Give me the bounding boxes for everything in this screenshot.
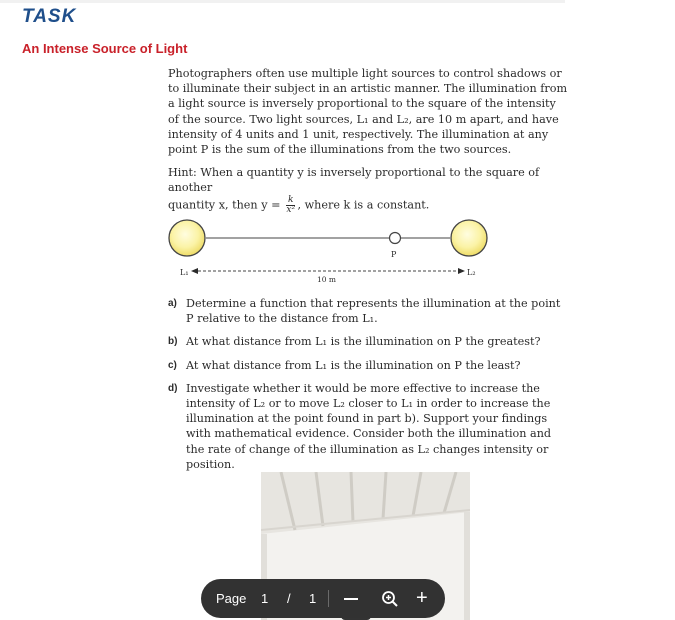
label-l2: L₂ — [467, 268, 476, 277]
bulb-l1 — [169, 220, 205, 256]
label-l1: L₁ — [180, 268, 189, 277]
bulb-l2 — [451, 220, 487, 256]
question-text: At what distance from L₁ is the illumination on P the greatest? — [186, 335, 541, 349]
question-label: b) — [168, 336, 178, 348]
toolbar-divider — [328, 590, 329, 607]
pdf-page-toolbar — [201, 579, 445, 618]
questions-list — [168, 296, 570, 480]
arrow-right-head — [458, 268, 465, 274]
question-c — [168, 358, 570, 373]
question-text: Determine a function that represents the illumination at the point P relative to the distance from L₁. — [186, 297, 561, 326]
point-p — [390, 233, 401, 244]
task-subtitle: An Intense Source of Light — [22, 41, 188, 56]
light-sources-diagram — [160, 216, 500, 288]
question-d — [168, 381, 570, 472]
hint-line-2-post: , where k is a constant. — [297, 198, 430, 212]
point-p-label: P — [391, 250, 397, 259]
distance-label: 10 m — [317, 275, 337, 284]
zoom-out-button[interactable] — [344, 598, 358, 600]
fraction-denominator: x² — [286, 204, 296, 215]
page-separator: / — [287, 591, 291, 606]
zoom-reset-icon[interactable] — [381, 590, 399, 608]
top-divider — [0, 0, 565, 3]
question-a — [168, 296, 570, 326]
page-label: Page — [216, 591, 247, 606]
question-label: c) — [168, 359, 177, 371]
hint-line-1: Hint: When a quantity y is inversely proportional to the square of another — [168, 166, 540, 195]
total-pages: 1 — [309, 591, 317, 606]
question-b — [168, 334, 570, 349]
hint-fraction — [286, 196, 295, 215]
question-text: At what distance from L₁ is the illumination on P the least? — [186, 358, 521, 372]
arrow-left-head — [191, 268, 198, 274]
fraction-numerator: k — [288, 194, 294, 205]
question-label: a) — [168, 298, 177, 309]
intro-paragraph: Photographers often use multiple light sources to control shadows or to illuminate their subject in an artistic manner. The illumination from a light source is inversely proportional to the square of the intensity of the source. Two light sources, L₁ and L₂, are 10 m apart, and have intensity of 4 units and 1 unit, respectively. The illumination at any point P is the sum of the illuminations from the two sources. — [168, 67, 568, 157]
hint-paragraph — [168, 165, 570, 214]
task-heading: TASK — [22, 6, 77, 27]
current-page-input[interactable]: 1 — [261, 591, 269, 606]
zoom-in-button[interactable]: + — [416, 587, 428, 609]
question-label: d) — [168, 382, 178, 394]
question-text: Investigate whether it would be more effective to increase the intensity of L₂ or to move L₂ closer to L₁ in order to increase the illumination at the point found in part b). Support your findings with mathematical evidence. Consider both the illumination and the rate of change of the illumination as L₂ changes intensity or position. — [186, 381, 552, 471]
problem-body — [168, 66, 570, 215]
hint-line-2-pre: quantity x, then y = — [168, 198, 281, 212]
